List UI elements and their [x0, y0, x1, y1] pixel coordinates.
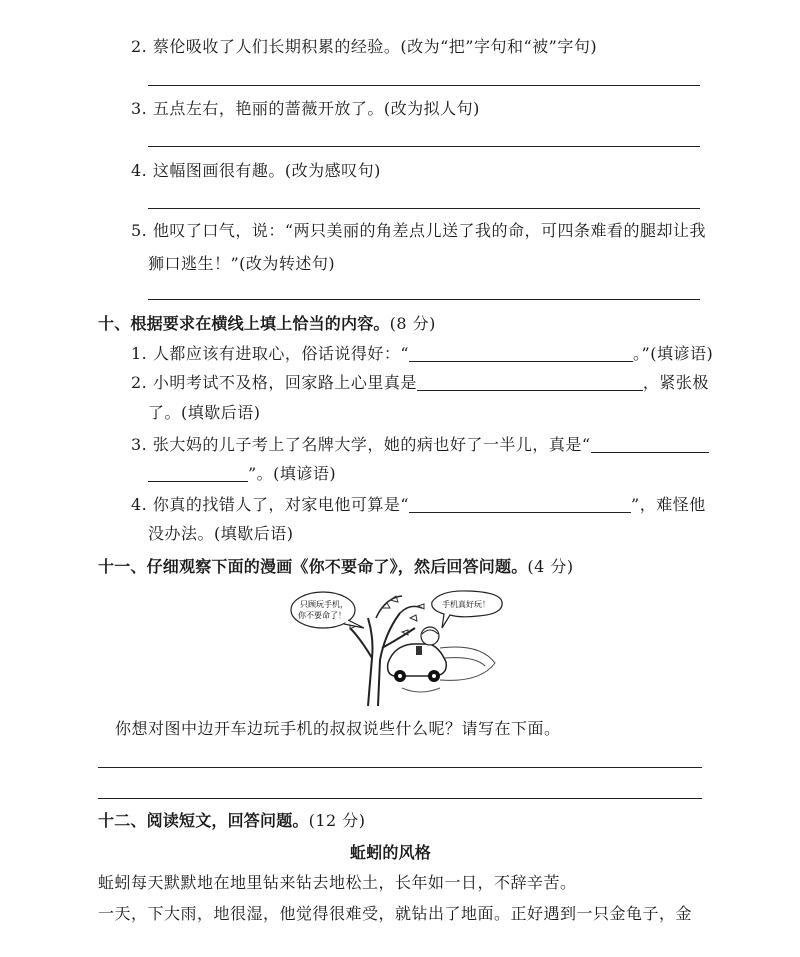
q10-item4-line2: 没办法。(填歇后语) [148, 524, 294, 543]
q9-item4: 4. 这幅图画很有趣。(改为感叹句) [131, 161, 381, 180]
q10-item4: 4. 你真的找错人了，对家电他可算是“ ”，难怪他 [131, 495, 706, 514]
q10-item3: 3. 张大妈的儿子考上了名牌大学，她的病也好了一半儿，真是“ [131, 434, 709, 456]
q10-item2: 2. 小明考试不及格，回家路上心里真是 ，紧张极 [131, 373, 709, 392]
q10-item3-line2: ”。(填谚语) [148, 463, 336, 485]
passage-paragraph-1: 蚯蚓每天默默地在地里钻来钻去地松土，长年如一日，不辞辛苦。 [98, 873, 577, 892]
passage-title: 蚯蚓的风格 [350, 843, 432, 862]
answer-line[interactable] [148, 208, 700, 209]
q10-item2-line2: 了。(填歇后语) [148, 403, 261, 422]
fill-blank[interactable] [148, 465, 248, 482]
answer-line[interactable] [148, 299, 700, 300]
bubble-left-line1: 只顾玩手机， [300, 600, 348, 609]
cartoon-illustration [290, 588, 512, 706]
q12-heading: 十二、阅读短文，回答问题。(12 分) [98, 811, 366, 830]
q10-item1: 1. 人都应该有进取心，俗话说得好：“ 。”(填谚语) [131, 344, 714, 363]
q9-item5-line1: 5. 他叹了口气，说：“两只美丽的角差点儿送了我的命，可四条难看的腿却让我 [131, 221, 707, 240]
fill-blank[interactable] [417, 374, 643, 391]
fill-blank[interactable] [409, 496, 631, 513]
q11-heading: 十一、仔细观察下面的漫画《你不要命了》，然后回答问题。(4 分) [98, 557, 574, 576]
fill-blank[interactable] [591, 436, 709, 453]
answer-line[interactable] [98, 798, 702, 799]
q9-item5-line2: 狮口逃生！”(改为转述句) [148, 254, 336, 273]
speech-bubble-left [291, 592, 355, 628]
answer-line[interactable] [148, 146, 700, 147]
q11-question: 你想对图中边开车边玩手机的叔叔说些什么呢？请写在下面。 [115, 719, 561, 738]
q9-item3: 3. 五点左右，艳丽的蔷薇开放了。(改为拟人句) [131, 99, 480, 118]
q10-heading: 十、根据要求在横线上填上恰当的内容。(8 分) [98, 314, 436, 333]
phone-icon [416, 646, 422, 655]
q9-item2: 2. 蔡伦吸收了人们长期积累的经验。(改为“把”字句和“被”字句) [131, 37, 598, 56]
passage-paragraph-2: 一天，下大雨，地很湿，他觉得很难受，就钻出了地面。正好遇到一只金龟子，金 [98, 904, 693, 923]
answer-line[interactable] [98, 767, 702, 768]
bubble-left-line2: 你不要命了！ [298, 611, 346, 620]
answer-line[interactable] [148, 85, 700, 86]
bubble-right-text: 手机真好玩！ [442, 600, 490, 609]
speech-bubble-right [432, 591, 502, 628]
fill-blank[interactable] [409, 345, 633, 362]
